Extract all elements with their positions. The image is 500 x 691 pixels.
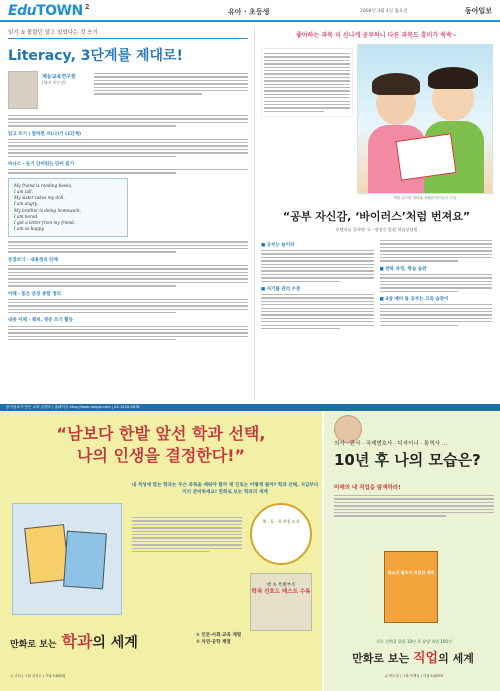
body-paragraph [261, 294, 374, 329]
ad-brand [330, 647, 496, 666]
article-kicker: 좋아하는 과목 더 신나게 공부하니 다른 과목도 흥미가 쑥쑥~ [296, 32, 457, 39]
subhead: 파닉스 · 듣기 단어읽는 단어 읽기 [8, 161, 75, 167]
brand-word: 직업 [412, 651, 439, 666]
ad-description [334, 493, 494, 519]
body-column [380, 238, 493, 331]
body-paragraph [8, 299, 248, 314]
body-paragraph [8, 241, 248, 252]
ad-job-world [322, 411, 500, 691]
example-line: I got a letter from my friend. [14, 219, 76, 225]
brand-tagline: 진로 선택을 위한 10년 후 유망 직업 100선 [376, 639, 452, 644]
author-name: 제능교육연구원 [42, 74, 76, 80]
body-paragraph [8, 265, 248, 287]
issue-date: 2008년 3월 4일 월요일 [360, 9, 408, 14]
ad-title-line: “남보다 한발 앞선 학과 선택, [56, 424, 266, 443]
bonus-label: 책 속 특별부록 [266, 583, 296, 588]
brand-prefix: 만화로 보는 [352, 652, 410, 665]
ad-footer: 글 박수정 | 그림 이재일 | 각권 9,800원 [384, 674, 444, 678]
paper-name: 동아일보 [464, 6, 492, 15]
example-line: I am angry. [14, 201, 38, 207]
example-text-box [8, 178, 128, 238]
ad-title-line: 나의 인생을 결정한다!” [76, 446, 246, 465]
intro-paragraph [261, 48, 353, 117]
confidence-article [254, 28, 492, 400]
body-paragraph [380, 304, 493, 326]
subhead: ■ 3살 배비 둘 공부는 고독 습관이 [379, 297, 449, 303]
ad-question: 미래의 내 직업을 탐색하라! [334, 485, 401, 491]
subhead: 문장쓰기 · 내용정리 단계 [8, 257, 58, 263]
article-byline: 오렌지를 입학한 고 · 정정중 칼럼 학습상담원 [335, 227, 418, 232]
logo-prefix: Edu [8, 3, 37, 19]
example-line: My friend is reading books, [14, 182, 73, 188]
photo-caption: 책을 읽으며 영어와 친해진 아이들의 모습 [393, 196, 457, 200]
example-line: My brother is doing homework. [14, 207, 82, 213]
subhead: 읽고 쓰기 | 말하면 쓰(나)기 (1단계) [8, 131, 81, 137]
subhead: ■ 공부는 놀이터 [261, 243, 295, 248]
photo-row [261, 44, 492, 204]
brand-word: 학과 [61, 632, 93, 651]
body-paragraph [261, 250, 374, 282]
literacy-article [8, 28, 248, 400]
bonus-box [250, 573, 312, 631]
ad-subtitle: 내 적성에 맞는 학과는 무슨 과목을 배워야 할까 재 진로는 어떻게 될까? 학과 선택, 지금부터 미리 준비하세요! 만화로 보는 학과의 세계 [131, 483, 319, 495]
article-headline: “공부 자신감, ‘바이러스’처럼 번져요” [282, 210, 471, 223]
volume-list [196, 633, 241, 646]
example-line: My sister takes my doll. [14, 195, 65, 201]
ad-title [0, 423, 322, 467]
example-line: I am so happy. [14, 226, 45, 232]
ad-tagline: 의사 · 판사 · 국제변호사 · 디자이너 · 통역사 … [334, 441, 448, 447]
recommend-badge: 책 · 독 · 학 추천 도서 [250, 503, 312, 565]
author-box [8, 71, 248, 113]
children-photo [357, 44, 493, 194]
edutown-logo [8, 3, 89, 19]
subhead: 이해 · 읽은 문장 종합 정리 [8, 291, 62, 297]
ad-major-world [0, 411, 322, 691]
page-header [0, 0, 500, 22]
ad-description [132, 515, 242, 554]
subhead: ■ 자기를 관리 수준 [261, 286, 301, 292]
subhead: 내용 이해 · 책처, 영문 쓰기 활동 [8, 318, 73, 324]
volume-item: ② 자연·공학 계열 [196, 639, 231, 645]
ad-brand [10, 629, 138, 652]
body-paragraph [8, 139, 248, 157]
body-column [261, 238, 374, 331]
book-cover: 청소년 필독서 직업의 세계 [384, 551, 438, 623]
article-body [261, 238, 492, 331]
bonus-title: 학과 선호도 테스트 수록 [251, 589, 311, 595]
article-headline: Literacy, 3단계를 제대로! [8, 48, 183, 64]
body-paragraph [380, 274, 493, 292]
article-kicker: 읽기 ① 몰랐던 알고 있었다는 것 쓰기 [8, 28, 248, 39]
example-line: I am bored. [14, 213, 39, 219]
body-paragraph [380, 240, 493, 262]
author-photo [8, 71, 38, 109]
ad-footer: 글 김석 | 그림 김석수 | 각권 9,800원 [10, 674, 66, 678]
brand-suffix: 의 세계 [438, 652, 474, 665]
intro-paragraph [94, 71, 248, 97]
ad-header-strip: 동아일보가 만든 교육 콘텐츠 | 홈페이지 http://book.donga.com | 02-1234-5678 [0, 404, 500, 411]
brand-suffix: 의 세계 [92, 635, 138, 651]
brand-prefix: 만화로 보는 [10, 640, 57, 650]
section-title: 유아 · 초등생 [228, 8, 270, 16]
logo-main: TOWN [36, 3, 83, 19]
volume-item: ① 인문·사회·교육 계열 [196, 633, 242, 638]
book-covers-image [12, 503, 122, 615]
body-paragraph [8, 326, 248, 341]
body-paragraph [8, 169, 248, 174]
page-number: 2 [84, 3, 90, 11]
example-line: I am tall. [14, 188, 33, 194]
author-title: (영어 부문장) [42, 80, 66, 85]
subhead: ■ 반복 과정, 학습 습관 [379, 266, 427, 272]
body-paragraph [8, 115, 248, 126]
ad-title: 10년 후 나의 모습은? [334, 451, 481, 469]
